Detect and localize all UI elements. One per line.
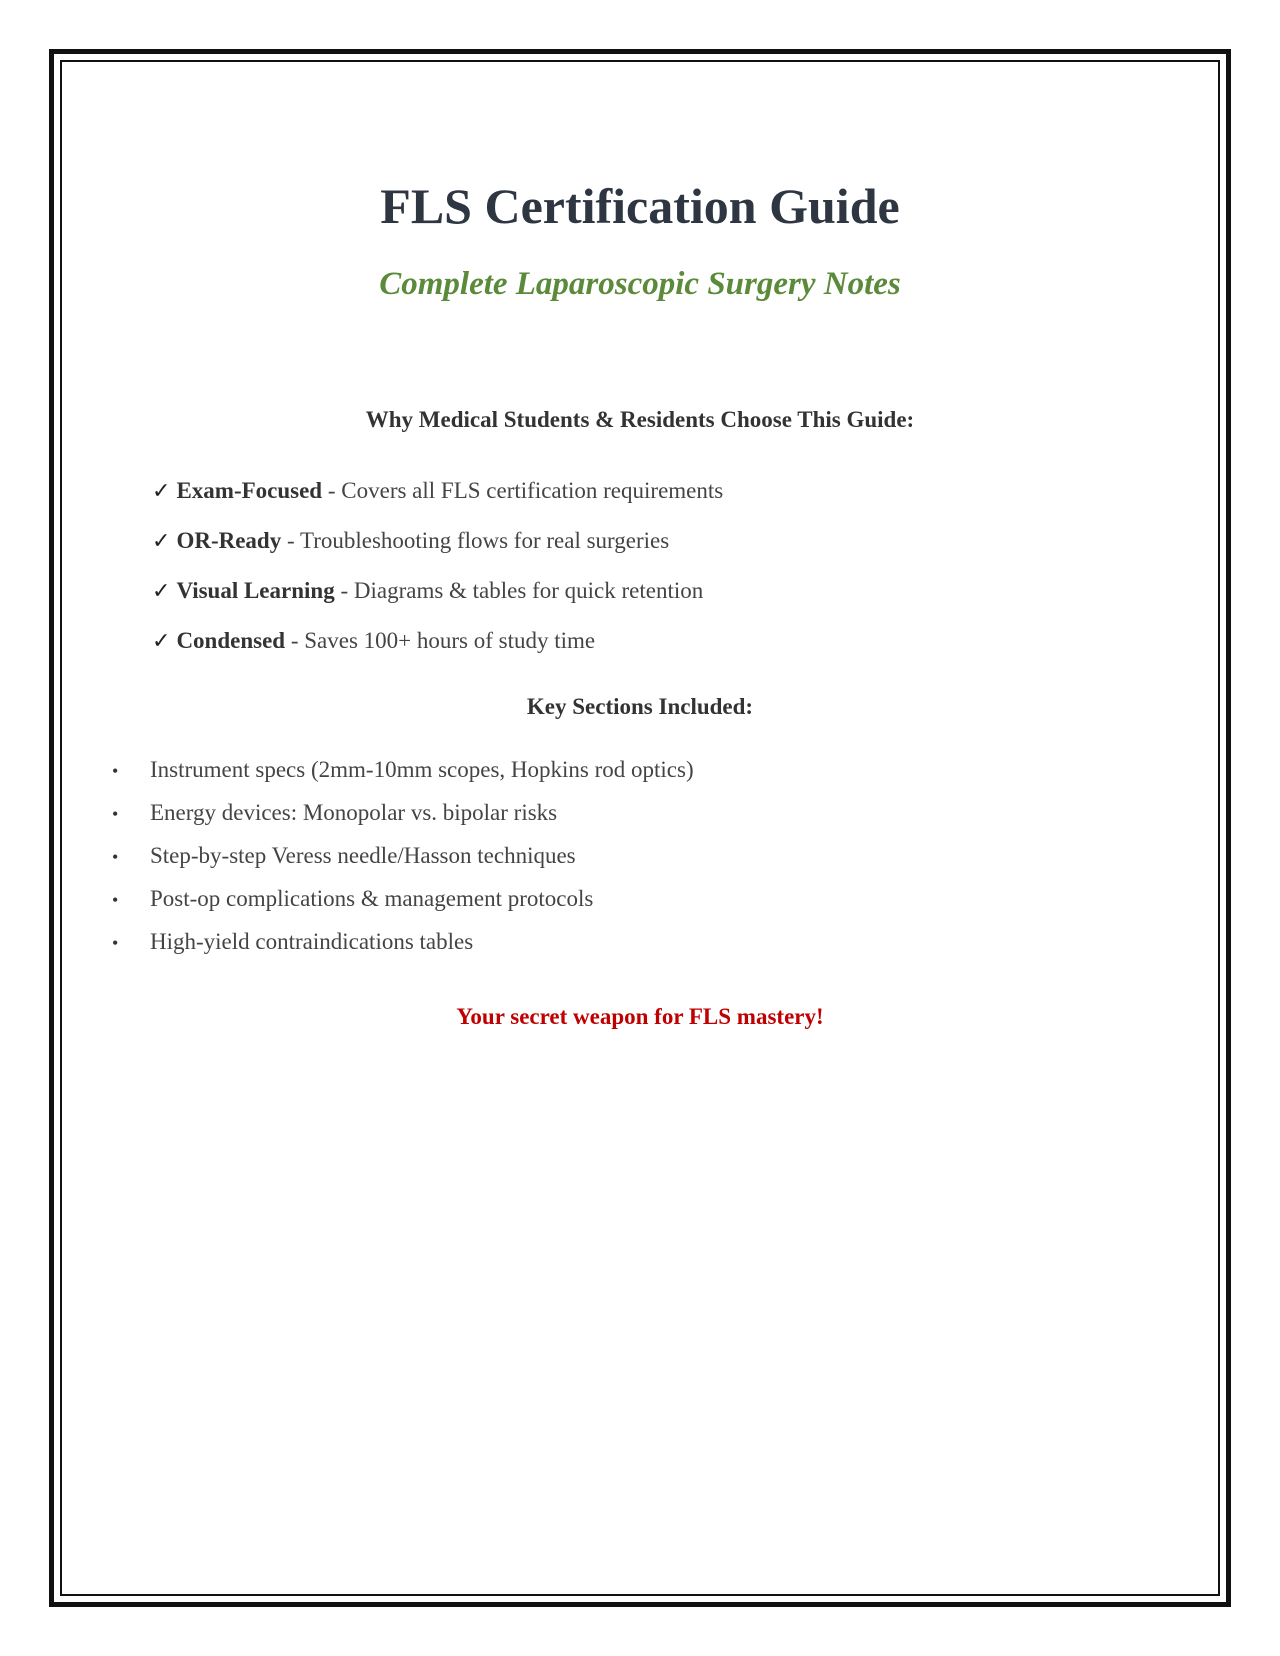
feature-name: OR-Ready bbox=[176, 528, 282, 553]
feature-item bbox=[152, 576, 703, 607]
list-item bbox=[112, 927, 473, 958]
feature-description: - Covers all FLS certification requirements bbox=[322, 478, 724, 503]
list-item-text: Post-op complications & management protocols bbox=[150, 886, 594, 911]
bullet-icon: • bbox=[112, 890, 119, 910]
why-heading: Why Medical Students & Residents Choose This Guide: bbox=[365, 407, 915, 432]
bullet-icon: • bbox=[112, 804, 119, 824]
list-item-text: Step-by-step Veress needle/Hasson techniques bbox=[150, 843, 576, 868]
feature-item bbox=[152, 626, 595, 657]
list-item bbox=[112, 841, 576, 872]
bullet-icon: • bbox=[112, 933, 119, 953]
list-item-text: High-yield contraindications tables bbox=[150, 929, 474, 954]
checkmark-icon: ✓ bbox=[152, 529, 171, 554]
feature-name: Condensed bbox=[176, 628, 286, 653]
feature-name: Visual Learning bbox=[176, 578, 335, 603]
feature-name: Exam-Focused bbox=[176, 478, 323, 503]
feature-description: - Troubleshooting flows for real surgeries bbox=[281, 528, 670, 553]
checkmark-icon: ✓ bbox=[152, 479, 171, 504]
page-title: FLS Certification Guide bbox=[380, 178, 900, 234]
list-item bbox=[112, 798, 557, 829]
bullet-icon: • bbox=[112, 847, 119, 867]
feature-item bbox=[152, 526, 669, 557]
checkmark-icon: ✓ bbox=[152, 629, 171, 654]
list-item-text: Instrument specs (2mm-10mm scopes, Hopkins rod optics) bbox=[150, 757, 694, 782]
feature-description: - Diagrams & tables for quick retention bbox=[334, 578, 704, 603]
page-subtitle: Complete Laparoscopic Surgery Notes bbox=[379, 266, 901, 302]
feature-description: - Saves 100+ hours of study time bbox=[285, 628, 596, 653]
tagline: Your secret weapon for FLS mastery! bbox=[456, 1004, 824, 1029]
list-item-text: Energy devices: Monopolar vs. bipolar risks bbox=[150, 800, 558, 825]
bullet-icon: • bbox=[112, 761, 119, 781]
list-item bbox=[112, 755, 694, 786]
list-item bbox=[112, 884, 593, 915]
feature-item bbox=[152, 476, 723, 507]
checkmark-icon: ✓ bbox=[152, 579, 171, 604]
key-sections-heading: Key Sections Included: bbox=[526, 694, 754, 719]
